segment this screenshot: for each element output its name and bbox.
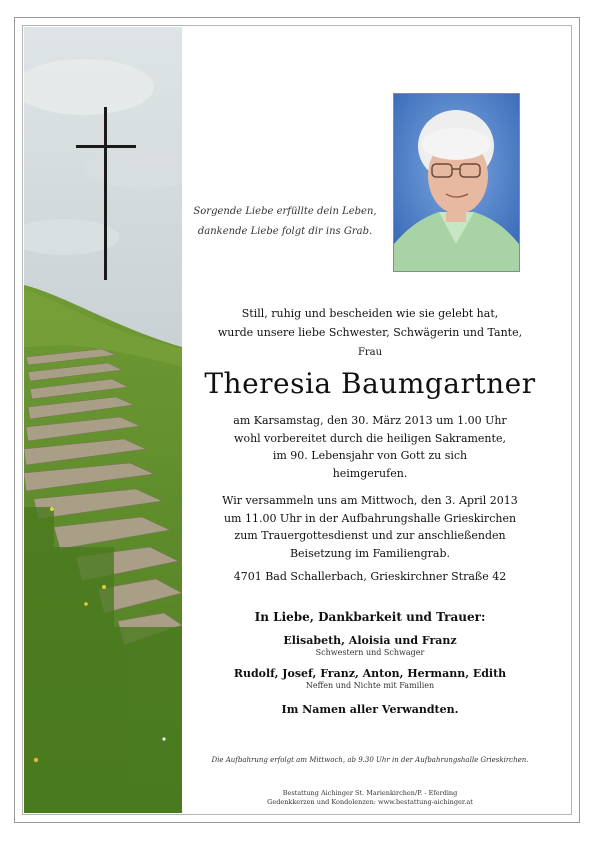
motto-line-2: dankende Liebe folgt dir ins Grab. [197, 226, 373, 237]
mourner-relation: Neffen und Nichte mit Familien [305, 681, 435, 690]
intro-line-2: wurde unsere liebe Schwester, Schwägerin und Tante, [217, 326, 523, 339]
death-line-2: wohl vorbereitet durch die heiligen Sakramente, [234, 431, 506, 445]
gathering-line-4: Beisetzung im Familiengrab. [289, 546, 451, 560]
mourner-names: Rudolf, Josef, Franz, Anton, Hermann, Edith [233, 667, 507, 680]
motto [185, 202, 385, 242]
gathering-line-1: Wir versammeln uns am Mittwoch, den 3. April 2013 [222, 494, 518, 507]
intro-text [185, 304, 555, 342]
laying-out-note: Die Aufbahrung erfolgt am Mittwoch, ab 9.30 Uhr in der Aufbahrungshalle Grieskirchen. [211, 756, 529, 764]
mourners-title: In Liebe, Dankbarkeit und Trauer: [254, 610, 486, 624]
funeral-service-info [185, 492, 555, 562]
undertaker-line-2: Gedenkkerzen und Kondolenzen: www.bestattung-aichinger.at [267, 798, 473, 806]
gathering-line-2: um 11.00 Uhr in der Aufbahrungshalle Grieskirchen [223, 511, 517, 525]
intro-line-1: Still, ruhig und bescheiden wie sie gelebt hat, [241, 307, 499, 320]
death-notice [185, 412, 555, 482]
salutation: Frau [357, 347, 383, 358]
mourner-group [185, 667, 555, 690]
deceased-name: Theresia Baumgartner [204, 367, 536, 400]
hillside-stairs-image [24, 27, 182, 813]
all-relatives-line: Im Namen aller Verwandten. [281, 703, 459, 716]
mourner-group [185, 634, 555, 657]
death-line-3: im 90. Lebensjahr von Gott zu sich [272, 449, 468, 462]
gathering-line-3: zum Trauergottesdienst und zur anschließenden [234, 529, 506, 542]
motto-line-1: Sorgende Liebe erfüllte dein Leben, [193, 206, 377, 217]
undertaker-info [185, 789, 555, 807]
address: 4701 Bad Schallerbach, Grieskirchner Straße 42 [233, 570, 507, 583]
obituary-content [185, 27, 555, 813]
mourner-names: Elisabeth, Aloisia und Franz [283, 634, 457, 647]
undertaker-line-1: Bestattung Aichinger St. Marienkirchen/P. - Eferding [282, 789, 458, 797]
mourner-relation: Schwestern und Schwager [315, 648, 425, 657]
death-line-4: heimgerufen. [332, 466, 408, 480]
death-line-1: am Karsamstag, den 30. März 2013 um 1.00 Uhr [233, 414, 507, 427]
